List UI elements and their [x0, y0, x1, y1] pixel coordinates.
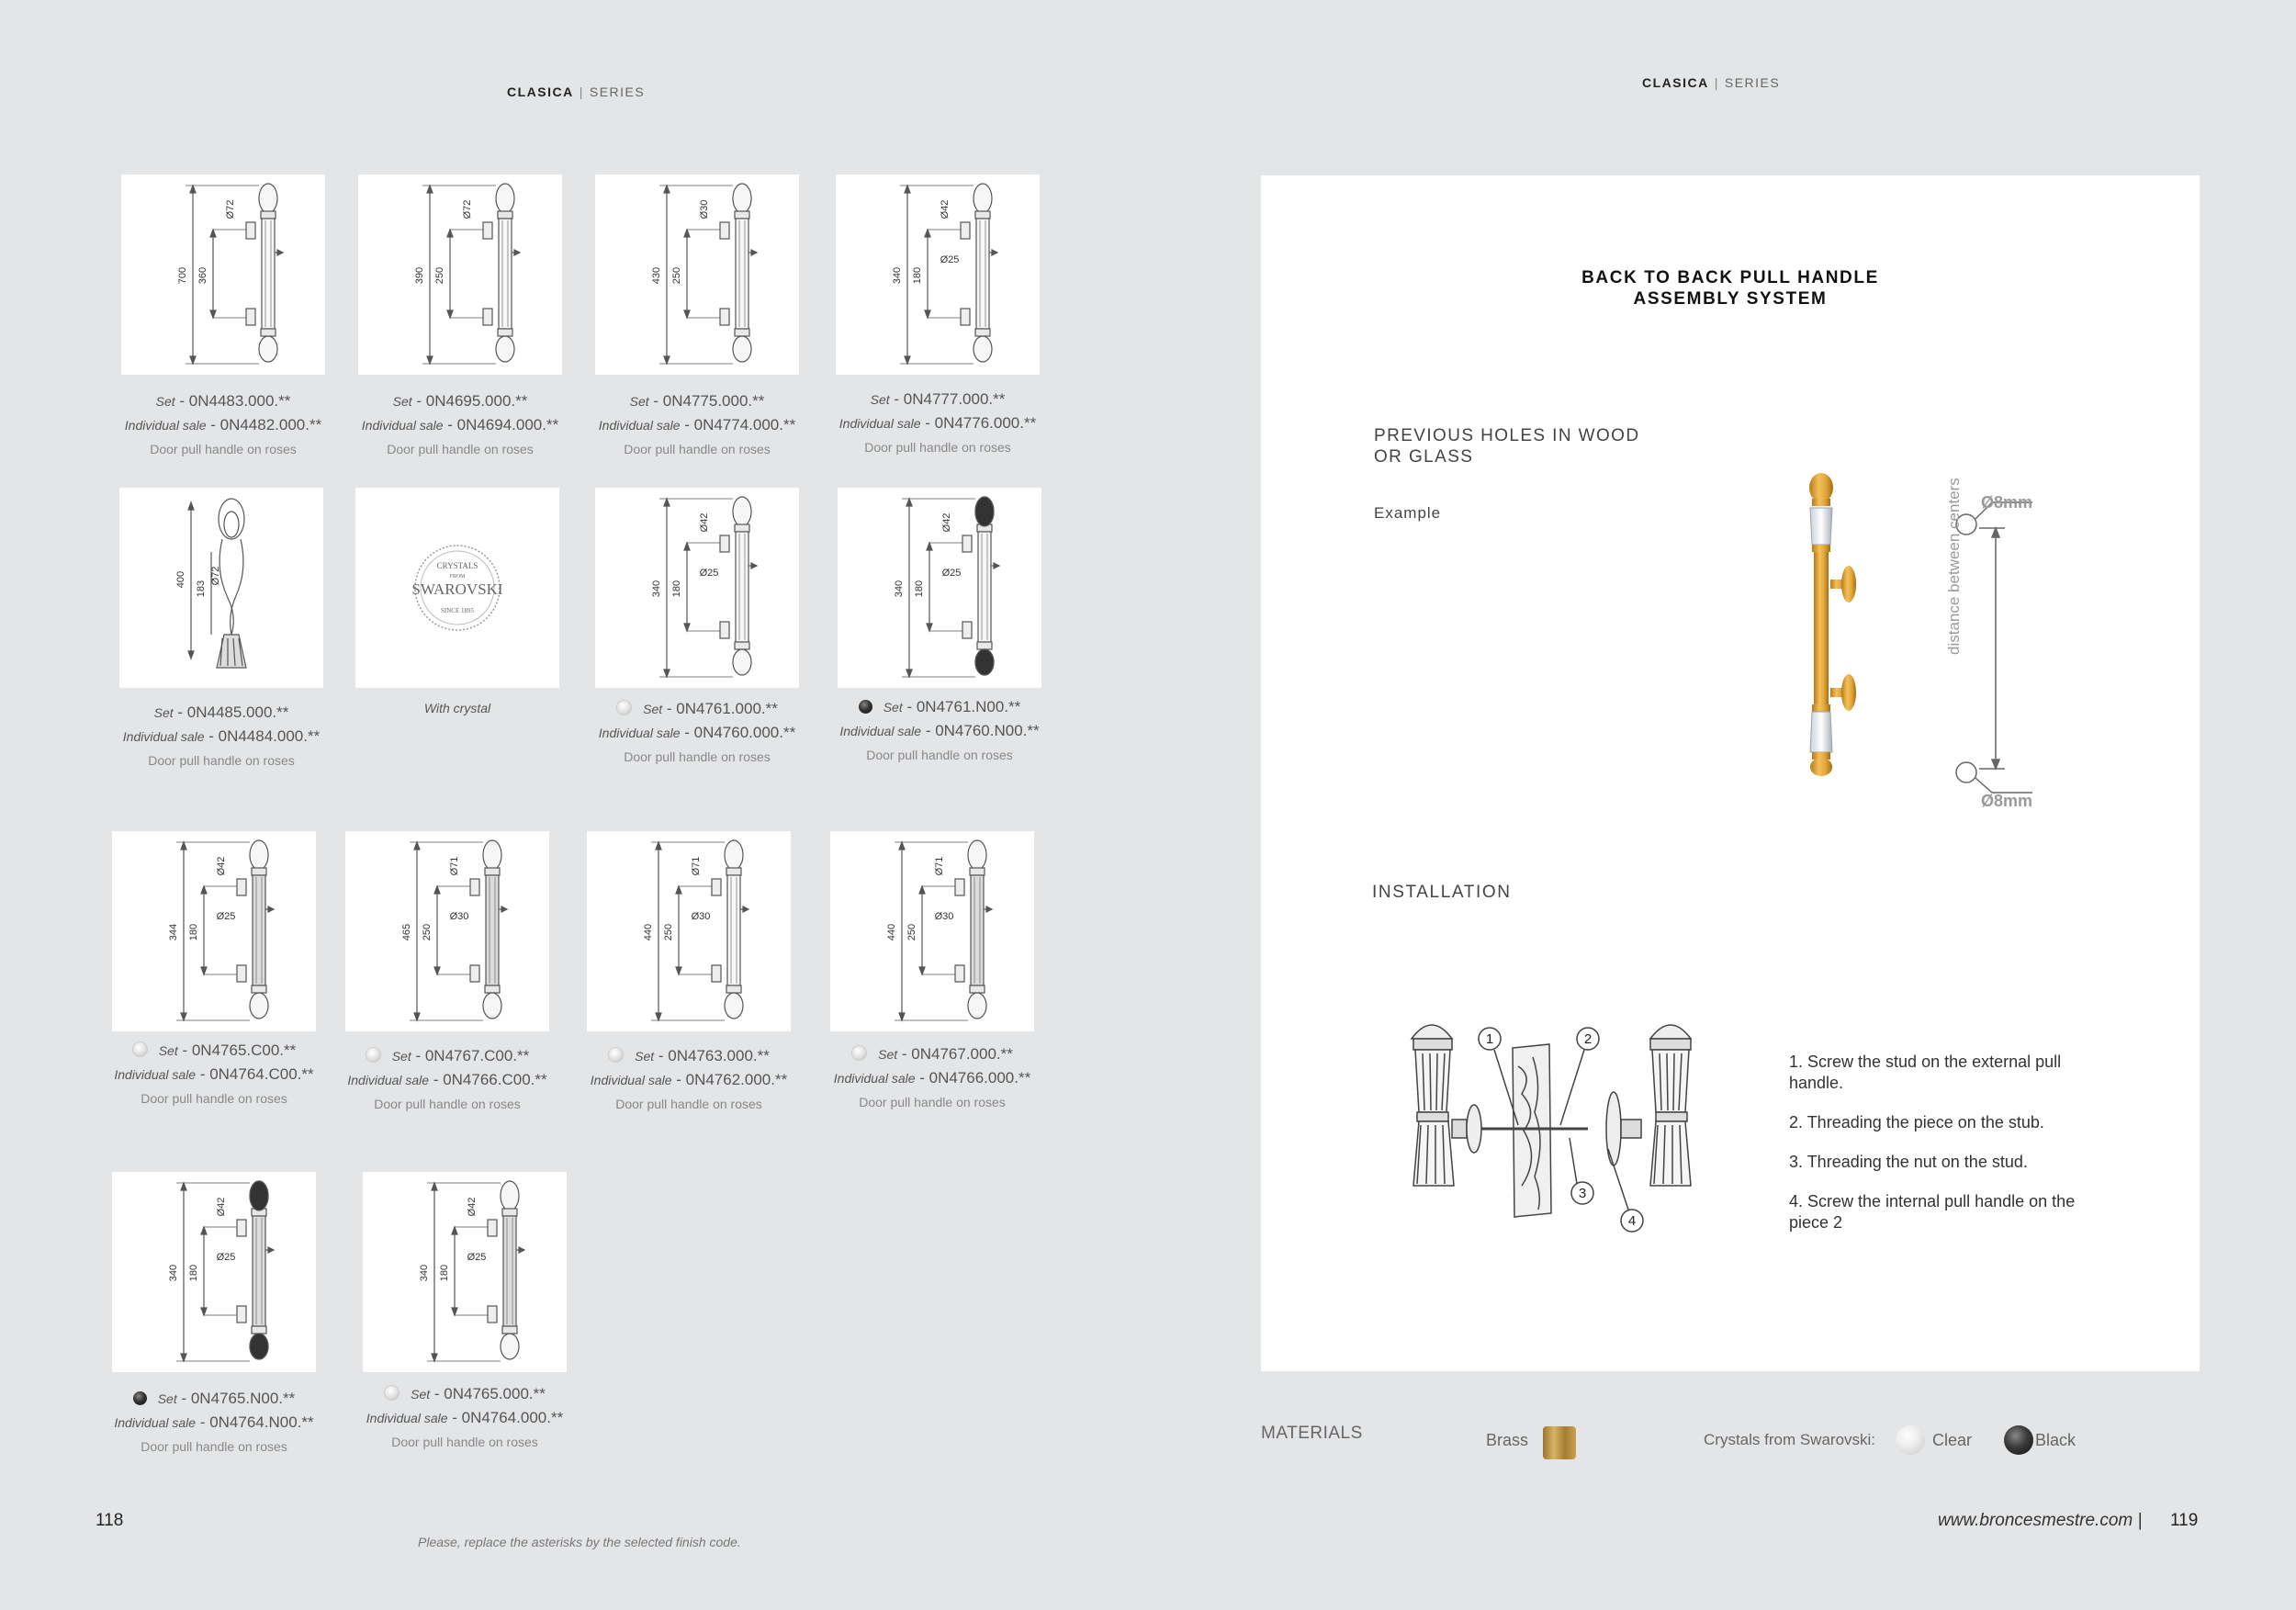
callout-1: 1: [1485, 1031, 1494, 1047]
dimension-label: 360: [197, 266, 208, 285]
dimension-label: 180: [914, 580, 925, 598]
dimension-label: Ø72: [462, 199, 473, 220]
clear-crystal-icon: [1896, 1425, 1925, 1455]
dimension-label: Ø42: [941, 512, 952, 533]
product-caption: [811, 695, 1068, 767]
dimension-label: 340: [894, 580, 905, 598]
hole-top-label: Ø8mm: [1981, 493, 2033, 512]
product-description: Door pull handle on roses: [624, 749, 771, 764]
dimension-label: 250: [434, 266, 445, 285]
product-caption: [336, 1382, 593, 1454]
product-image: [119, 488, 323, 688]
dimension-label: Ø42: [467, 1197, 478, 1217]
with-crystal-label: With crystal: [423, 701, 491, 715]
product-caption: [568, 389, 826, 461]
set-code: 0N4765.000.**: [444, 1385, 546, 1402]
product-image: [830, 831, 1034, 1031]
product-description: Door pull handle on roses: [374, 1097, 521, 1111]
set-code: 0N4777.000.**: [903, 390, 1006, 408]
black-crystal-icon: [2004, 1425, 2033, 1455]
dimension-label: 180: [188, 1264, 199, 1282]
product-description: Door pull handle on roses: [391, 1435, 538, 1449]
individual-code-line: Individual sale - 0N4774.000.**: [598, 416, 796, 433]
clear-label: Clear: [1932, 1431, 1973, 1449]
dimension-label: 430: [651, 266, 662, 285]
dimension-label: Ø72: [210, 566, 221, 586]
callout-2: 2: [1583, 1031, 1593, 1047]
black-label: Black: [2035, 1431, 2077, 1449]
clear-crystal-icon: [384, 1385, 400, 1401]
product-image: [358, 175, 562, 375]
set-code: 0N4761.N00.**: [916, 698, 1021, 715]
set-code: 0N4485.000.**: [186, 704, 289, 721]
individual-code-line: Individual sale - 0N4766.000.**: [833, 1069, 1031, 1086]
step-4: 4. Screw the internal pull handle on the piece 2: [1789, 1192, 2076, 1232]
product-image: [112, 1172, 316, 1372]
dimension-label: 340: [419, 1264, 430, 1282]
dimension-label: 180: [439, 1264, 450, 1282]
dimension-label: 340: [651, 580, 662, 598]
set-code-line: Set - 0N4765.N00.**: [85, 1387, 343, 1411]
set-code: 0N4765.N00.**: [190, 1390, 296, 1407]
individual-code-line: Individual sale - 0N4482.000.**: [124, 416, 322, 433]
product-image: [112, 831, 316, 1031]
brass-swatch-icon: [1543, 1426, 1576, 1459]
gold-handle-icon: [1809, 473, 1856, 776]
step-1: 1. Screw the stud on the external pull handle.: [1789, 1053, 2062, 1092]
dimension-label: Ø25: [467, 1252, 487, 1263]
individual-code-line: Individual sale - 0N4484.000.**: [122, 727, 321, 745]
dimension-label: 465: [401, 923, 412, 941]
individual-code: 0N4764.N00.**: [209, 1413, 314, 1431]
distance-label: distance between centers: [1945, 478, 1963, 655]
callout-3: 3: [1578, 1186, 1587, 1201]
installation-title: INSTALLATION: [1372, 883, 1512, 902]
individual-code-line: Individual sale - 0N4766.C00.**: [347, 1071, 547, 1088]
dimension-label: Ø25: [216, 911, 236, 922]
set-code: 0N4763.000.**: [668, 1047, 770, 1064]
product-description: Door pull handle on roses: [387, 442, 534, 456]
holes-title: PREVIOUS HOLES IN WOOD OR GLASS: [1374, 426, 1640, 467]
set-code-line: Set - 0N4767.000.**: [804, 1042, 1061, 1066]
product-description: Door pull handle on roses: [148, 753, 295, 768]
dimension-label: Ø42: [699, 512, 710, 533]
product-image: [345, 831, 549, 1031]
black-crystal-icon: [859, 700, 872, 714]
clear-crystal-icon: [366, 1047, 381, 1063]
product-description: Door pull handle on roses: [150, 442, 297, 456]
product-image: [587, 831, 791, 1031]
individual-code-line: Individual sale - 0N4762.000.**: [590, 1071, 788, 1088]
dimension-label: Ø42: [940, 199, 951, 220]
individual-code-line: Individual sale - 0N4760.N00.**: [839, 722, 1040, 739]
product-caption: [804, 1042, 1061, 1114]
set-code-line: Set - 0N4483.000.**: [155, 392, 291, 410]
individual-code-line: Individual sale - 0N4764.N00.**: [114, 1413, 314, 1431]
page-number-left: 118: [96, 1511, 124, 1530]
product-image: [121, 175, 325, 375]
set-code-line: Set - 0N4761.000.**: [568, 697, 826, 721]
svg-text:SWAROVSKI: SWAROVSKI: [411, 580, 503, 598]
clear-crystal-icon: [132, 1041, 148, 1057]
set-code-line: Set - 0N4765.000.**: [336, 1382, 593, 1406]
product-description: Door pull handle on roses: [864, 440, 1011, 455]
set-code-line: Set - 0N4765.C00.**: [85, 1039, 343, 1063]
individual-code: 0N4766.000.**: [929, 1069, 1031, 1086]
product-description: Door pull handle on roses: [624, 442, 771, 456]
finish-code-note: Please, replace the asterisks by the selected finish code.: [418, 1535, 741, 1549]
product-image: [595, 175, 799, 375]
example-label: Example: [1374, 504, 1442, 522]
product-description: Door pull handle on roses: [859, 1095, 1006, 1109]
dimension-label: 700: [177, 266, 188, 285]
product-caption: [85, 1387, 343, 1458]
individual-code: 0N4764.000.**: [461, 1409, 564, 1426]
set-code-line: Set - 0N4485.000.**: [153, 704, 289, 721]
installation-diagram: [1404, 1002, 1753, 1259]
dimension-label: 250: [422, 923, 433, 941]
individual-code: 0N4776.000.**: [934, 414, 1037, 432]
product-caption: [329, 696, 586, 720]
dimension-label: Ø42: [216, 1197, 227, 1217]
series-label: SERIES: [1724, 75, 1781, 90]
set-code: 0N4483.000.**: [188, 392, 291, 410]
dimension-label: 183: [196, 580, 207, 598]
product-description: Door pull handle on roses: [141, 1439, 287, 1454]
dimension-label: Ø30: [449, 911, 469, 922]
assembly-panel: [1261, 175, 2200, 1371]
dimension-label: Ø30: [691, 911, 711, 922]
left-series-header: CLASICA | SERIES: [507, 84, 646, 99]
product-image: [836, 175, 1040, 375]
individual-code: 0N4766.C00.**: [443, 1071, 547, 1088]
dimension-label: 340: [168, 1264, 179, 1282]
website-link[interactable]: www.broncesmestre.com |: [1938, 1511, 2143, 1530]
dimension-label: Ø25: [216, 1252, 236, 1263]
individual-code-line: Individual sale - 0N4776.000.**: [838, 414, 1037, 432]
individual-code: 0N4762.000.**: [685, 1071, 788, 1088]
individual-code: 0N4484.000.**: [218, 727, 321, 745]
dimension-label: Ø25: [940, 254, 960, 265]
set-code-line: Set - 0N4777.000.**: [870, 390, 1006, 408]
set-code: 0N4695.000.**: [425, 392, 528, 410]
dimension-label: Ø30: [934, 911, 954, 922]
set-code: 0N4761.000.**: [676, 700, 778, 717]
clear-crystal-icon: [608, 1047, 624, 1063]
individual-code-line: Individual sale - 0N4764.000.**: [366, 1409, 564, 1426]
dimension-label: 180: [188, 923, 199, 941]
set-code: 0N4767.C00.**: [424, 1047, 530, 1064]
set-code-line: Set - 0N4775.000.**: [629, 392, 765, 410]
hole-bottom-label: Ø8mm: [1981, 792, 2033, 810]
callout-4: 4: [1627, 1213, 1637, 1229]
svg-text:CRYSTALS: CRYSTALS: [436, 561, 478, 570]
dimension-label: Ø25: [941, 568, 962, 579]
page-number-right: 119: [2170, 1511, 2199, 1530]
dimension-label: Ø42: [216, 856, 227, 876]
example-handle-diagram: [1739, 460, 2032, 828]
dimension-label: 250: [663, 923, 674, 941]
individual-code: 0N4760.N00.**: [935, 722, 1040, 739]
product-caption: [319, 1044, 576, 1116]
clear-crystal-icon: [851, 1045, 867, 1061]
individual-code: 0N4482.000.**: [219, 416, 322, 433]
dimension-label: 250: [906, 923, 917, 941]
swarovski-logo-image: [355, 488, 559, 688]
set-code-line: Set - 0N4761.N00.**: [811, 695, 1068, 719]
individual-code: 0N4774.000.**: [693, 416, 796, 433]
product-caption: [560, 1044, 817, 1116]
individual-code: 0N4760.000.**: [693, 724, 796, 741]
product-image: [838, 488, 1041, 688]
set-code: 0N4765.C00.**: [191, 1041, 297, 1059]
individual-code-line: Individual sale - 0N4694.000.**: [361, 416, 559, 433]
product-caption: [95, 389, 352, 461]
dimension-label: Ø72: [225, 199, 236, 220]
set-code-line: Set - 0N4763.000.**: [560, 1044, 817, 1068]
dimension-label: 180: [671, 580, 682, 598]
product-caption: [93, 701, 350, 772]
dimension-label: 440: [886, 923, 897, 941]
black-crystal-icon: [133, 1391, 147, 1405]
step-3: 3. Threading the nut on the stud.: [1789, 1153, 2028, 1171]
panel-title: BACK TO BACK PULL HANDLE ASSEMBLY SYSTEM: [1581, 268, 1879, 309]
dimension-label: 340: [892, 266, 903, 285]
dimension-label: 400: [175, 570, 186, 589]
dimension-label: Ø25: [699, 568, 719, 579]
dimension-label: 180: [912, 266, 923, 285]
product-caption: [568, 697, 826, 769]
series-brand: CLASICA: [507, 84, 574, 99]
dimension-label: 390: [414, 266, 425, 285]
installation-steps: [1789, 1052, 2101, 1252]
series-brand: CLASICA: [1642, 75, 1709, 90]
dimension-label: Ø71: [934, 856, 945, 876]
product-description: Door pull handle on roses: [866, 748, 1013, 762]
product-description: Door pull handle on roses: [141, 1091, 287, 1106]
individual-code-line: Individual sale - 0N4764.C00.**: [114, 1065, 314, 1083]
series-label: SERIES: [589, 84, 646, 99]
svg-text:SINCE 1895: SINCE 1895: [441, 607, 474, 614]
step-2: 2. Threading the piece on the stub.: [1789, 1113, 2044, 1132]
product-description: Door pull handle on roses: [615, 1097, 762, 1111]
individual-code-line: Individual sale - 0N4760.000.**: [598, 724, 796, 741]
hole-dimension-icon: [1956, 502, 2032, 793]
right-series-header: CLASICA | SERIES: [1642, 75, 1781, 90]
set-code-line: Set - 0N4767.C00.**: [319, 1044, 576, 1068]
brass-label: Brass: [1486, 1431, 1529, 1449]
crystals-label: Crystals from Swarovski:: [1704, 1431, 1876, 1448]
individual-code: 0N4764.C00.**: [209, 1065, 314, 1083]
dimension-label: 344: [168, 923, 179, 941]
dimension-label: 440: [643, 923, 654, 941]
dimension-label: Ø30: [699, 199, 710, 220]
product-image: [363, 1172, 567, 1372]
svg-text:FROM: FROM: [449, 574, 466, 580]
individual-code: 0N4694.000.**: [456, 416, 559, 433]
product-caption: [809, 388, 1066, 459]
materials-label: MATERIALS: [1261, 1424, 1363, 1443]
product-caption: [332, 389, 589, 461]
set-code-line: Set - 0N4695.000.**: [392, 392, 528, 410]
set-code: 0N4775.000.**: [662, 392, 765, 410]
dimension-label: Ø71: [691, 856, 702, 876]
dimension-label: 250: [671, 266, 682, 285]
set-code: 0N4767.000.**: [911, 1045, 1013, 1063]
dimension-label: Ø71: [449, 856, 460, 876]
product-image: [595, 488, 799, 688]
product-caption: [85, 1039, 343, 1110]
clear-crystal-icon: [616, 700, 632, 715]
